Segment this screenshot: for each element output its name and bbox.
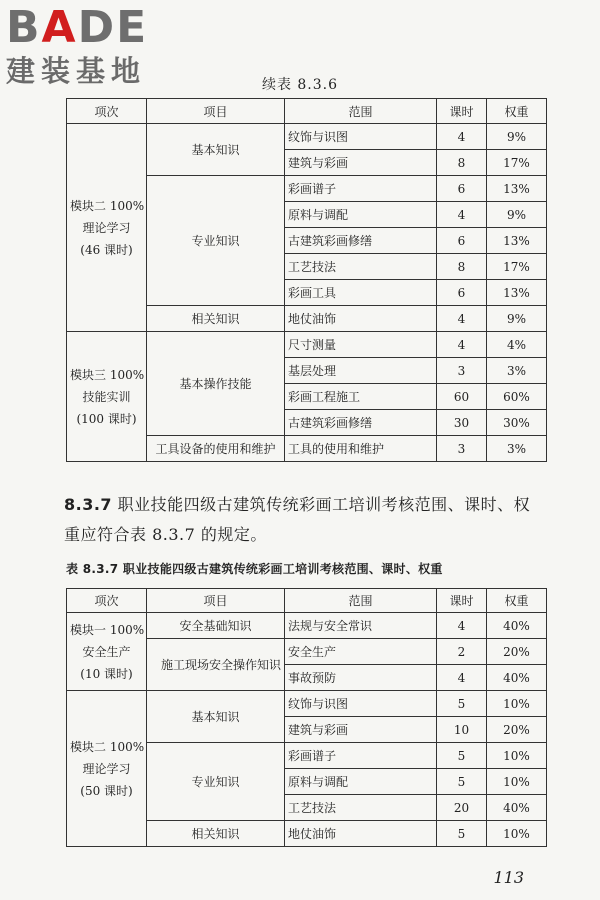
header-cell: 项目 xyxy=(147,99,285,124)
weight-cell: 40% xyxy=(487,613,547,639)
hours-cell: 4 xyxy=(437,306,487,332)
range-cell: 彩画谱子 xyxy=(285,176,437,202)
weight-cell: 17% xyxy=(487,254,547,280)
header-cell: 课时 xyxy=(437,589,487,613)
hours-cell: 4 xyxy=(437,124,487,150)
header-cell: 权重 xyxy=(487,99,547,124)
range-cell: 工艺技法 xyxy=(285,795,437,821)
page-number: 113 xyxy=(493,868,524,887)
weight-cell: 9% xyxy=(487,306,547,332)
range-cell: 建筑与彩画 xyxy=(285,150,437,176)
section-paragraph xyxy=(64,490,540,550)
table-row xyxy=(67,332,547,358)
range-cell: 纹饰与识图 xyxy=(285,124,437,150)
weight-cell: 3% xyxy=(487,436,547,462)
range-cell: 古建筑彩画修缮 xyxy=(285,228,437,254)
header-cell: 项次 xyxy=(67,589,147,613)
header-cell: 项目 xyxy=(147,589,285,613)
table-row xyxy=(67,613,547,639)
group-cell: 安全基础知识 xyxy=(147,613,285,639)
range-cell: 纹饰与识图 xyxy=(285,691,437,717)
weight-cell: 40% xyxy=(487,795,547,821)
hours-cell: 5 xyxy=(437,691,487,717)
group-cell: 相关知识 xyxy=(147,821,285,847)
range-cell: 古建筑彩画修缮 xyxy=(285,410,437,436)
hours-cell: 2 xyxy=(437,639,487,665)
weight-cell: 60% xyxy=(487,384,547,410)
weight-cell: 10% xyxy=(487,743,547,769)
module-cell: 模块一 100% 安全生产 (10 课时) xyxy=(67,613,147,691)
range-cell: 彩画工程施工 xyxy=(285,384,437,410)
weight-cell: 13% xyxy=(487,176,547,202)
hours-cell: 30 xyxy=(437,410,487,436)
range-cell: 工具的使用和维护 xyxy=(285,436,437,462)
weight-cell: 4% xyxy=(487,332,547,358)
hours-cell: 10 xyxy=(437,717,487,743)
range-cell: 法规与安全常识 xyxy=(285,613,437,639)
table-caption: 续表 8.3.6 xyxy=(261,77,339,93)
hours-cell: 6 xyxy=(437,280,487,306)
weight-cell: 10% xyxy=(487,769,547,795)
hours-cell: 60 xyxy=(437,384,487,410)
weight-cell: 13% xyxy=(487,280,547,306)
weight-cell: 17% xyxy=(487,150,547,176)
module-cell: 模块三 100% 技能实训 (100 课时) xyxy=(67,332,147,462)
hours-cell: 4 xyxy=(437,665,487,691)
weight-cell: 40% xyxy=(487,665,547,691)
weight-cell: 9% xyxy=(487,202,547,228)
range-cell: 彩画谱子 xyxy=(285,743,437,769)
hours-cell: 8 xyxy=(437,150,487,176)
range-cell: 地仗油饰 xyxy=(285,306,437,332)
section-number: 8.3.7 xyxy=(64,495,113,514)
training-table xyxy=(66,588,547,847)
range-cell: 建筑与彩画 xyxy=(285,717,437,743)
header-cell: 范围 xyxy=(285,99,437,124)
group-cell: 相关知识 xyxy=(147,306,285,332)
weight-cell: 13% xyxy=(487,228,547,254)
hours-cell: 20 xyxy=(437,795,487,821)
header-cell: 课时 xyxy=(437,99,487,124)
section-text: 职业技能四级古建筑传统彩画工培训考核范围、课时、权重应符合表 8.3.7 的规定。 xyxy=(64,495,531,544)
header-cell: 项次 xyxy=(67,99,147,124)
table-header-row xyxy=(67,589,547,613)
table-row xyxy=(67,691,547,717)
range-cell: 事故预防 xyxy=(285,665,437,691)
hours-cell: 4 xyxy=(437,332,487,358)
table-caption: 表 8.3.7 职业技能四级古建筑传统彩画工培训考核范围、课时、权重 xyxy=(66,562,443,576)
group-cell: 工具设备的使用和维护 xyxy=(147,436,285,462)
weight-cell: 20% xyxy=(487,717,547,743)
hours-cell: 5 xyxy=(437,821,487,847)
hours-cell: 5 xyxy=(437,743,487,769)
range-cell: 原料与调配 xyxy=(285,202,437,228)
hours-cell: 5 xyxy=(437,769,487,795)
header-cell: 范围 xyxy=(285,589,437,613)
group-cell: 基本知识 xyxy=(147,691,285,743)
table-row xyxy=(67,124,547,150)
header-cell: 权重 xyxy=(487,589,547,613)
group-cell: 施工现场安全操作知识 xyxy=(147,639,285,691)
range-cell: 地仗油饰 xyxy=(285,821,437,847)
hours-cell: 4 xyxy=(437,613,487,639)
range-cell: 彩画工具 xyxy=(285,280,437,306)
logo-chinese-text: 建装基地 xyxy=(6,54,147,88)
weight-cell: 30% xyxy=(487,410,547,436)
range-cell: 尺寸测量 xyxy=(285,332,437,358)
module-cell: 模块二 100% 理论学习 (50 课时) xyxy=(67,691,147,847)
weight-cell: 10% xyxy=(487,821,547,847)
weight-cell: 9% xyxy=(487,124,547,150)
hours-cell: 3 xyxy=(437,436,487,462)
range-cell: 原料与调配 xyxy=(285,769,437,795)
hours-cell: 3 xyxy=(437,358,487,384)
training-table-continued xyxy=(66,98,547,462)
range-cell: 基层处理 xyxy=(285,358,437,384)
hours-cell: 8 xyxy=(437,254,487,280)
weight-cell: 20% xyxy=(487,639,547,665)
group-cell: 专业知识 xyxy=(147,743,285,821)
hours-cell: 6 xyxy=(437,228,487,254)
logo-wordmark: BADE xyxy=(6,2,149,53)
group-cell: 专业知识 xyxy=(147,176,285,306)
module-cell: 模块二 100% 理论学习 (46 课时) xyxy=(67,124,147,332)
weight-cell: 3% xyxy=(487,358,547,384)
group-cell: 基本知识 xyxy=(147,124,285,176)
range-cell: 工艺技法 xyxy=(285,254,437,280)
range-cell: 安全生产 xyxy=(285,639,437,665)
table-header-row xyxy=(67,99,547,124)
hours-cell: 4 xyxy=(437,202,487,228)
weight-cell: 10% xyxy=(487,691,547,717)
logo-accent-letter: A xyxy=(41,2,78,53)
group-cell: 基本操作技能 xyxy=(147,332,285,436)
hours-cell: 6 xyxy=(437,176,487,202)
